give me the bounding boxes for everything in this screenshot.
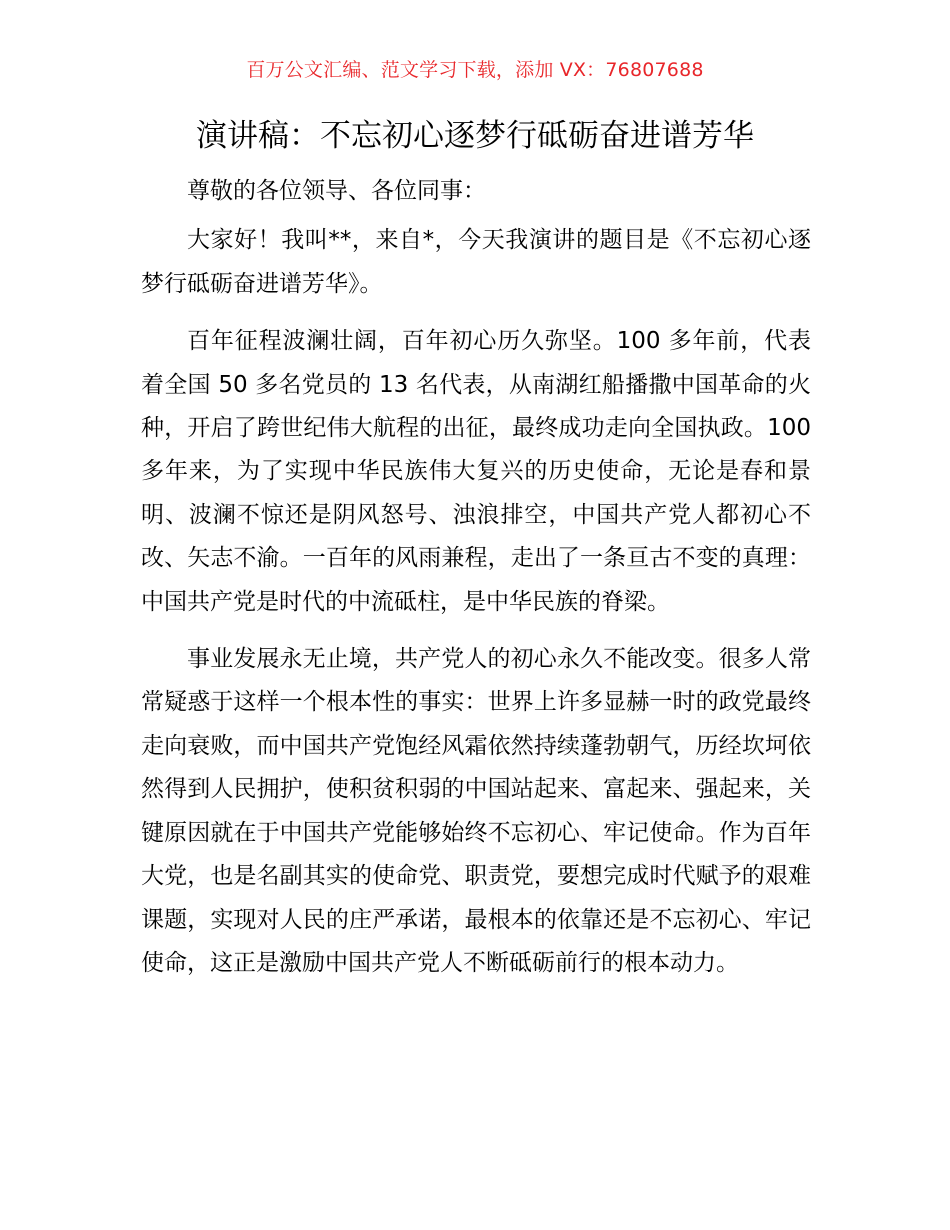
salutation: 尊敬的各位领导、各位同事： [187,178,486,204]
paragraph-greeting: 大家好！我叫**，来自*，今天我演讲的题目是《不忘初心逐梦行砥砺奋进谱芳华》。 [141,227,811,297]
paragraph-mission: 事业发展永无止境，共产党人的初心永久不能改变。很多人常常疑惑于这样一个根本性的事实：世界上许多显赫一时的政党最终走向衰败，而中国共产党饱经风霜依然持续蓬勃朝气，历经坎坷依然得到人民拥护，使积贫积弱的中国站起来、富起来、强起来，关键原因就在于中国共产党能够始终不忘初心、牢记使命。作为百年大党，也是名副其实的使命党、职责党，要想完成时代赋予的艰难课题，实现对人民的庄严承诺，最根本的依靠还是不忘初心、牢记使命，这正是激励中国共产党人不断砥砺前行的根本动力。 [141,646,811,976]
document-title: 演讲稿：不忘初心逐梦行砥砺奋进谱芳华 [196,118,754,154]
document-body [141,170,811,999]
header-watermark: 百万公文汇编、范文学习下载，添加 VX：76807688 [246,59,704,81]
paragraph-history: 百年征程波澜壮阔，百年初心历久弥坚。100 多年前，代表着全国 50 多名党员的 13 名代表，从南湖红船播撒中国革命的火种，开启了跨世纪伟大航程的出征，最终成功走向全国执政。100 多年来，为了实现中华民族伟大复兴的历史使命，无论是春和景明、波澜不惊还是阴风怒号、浊浪排空，中国共产党人都初心不改、矢志不渝。一百年的风雨兼程，走出了一条亘古不变的真理：中国共产党是时代的中流砥柱，是中华民族的脊梁。 [141,328,811,615]
